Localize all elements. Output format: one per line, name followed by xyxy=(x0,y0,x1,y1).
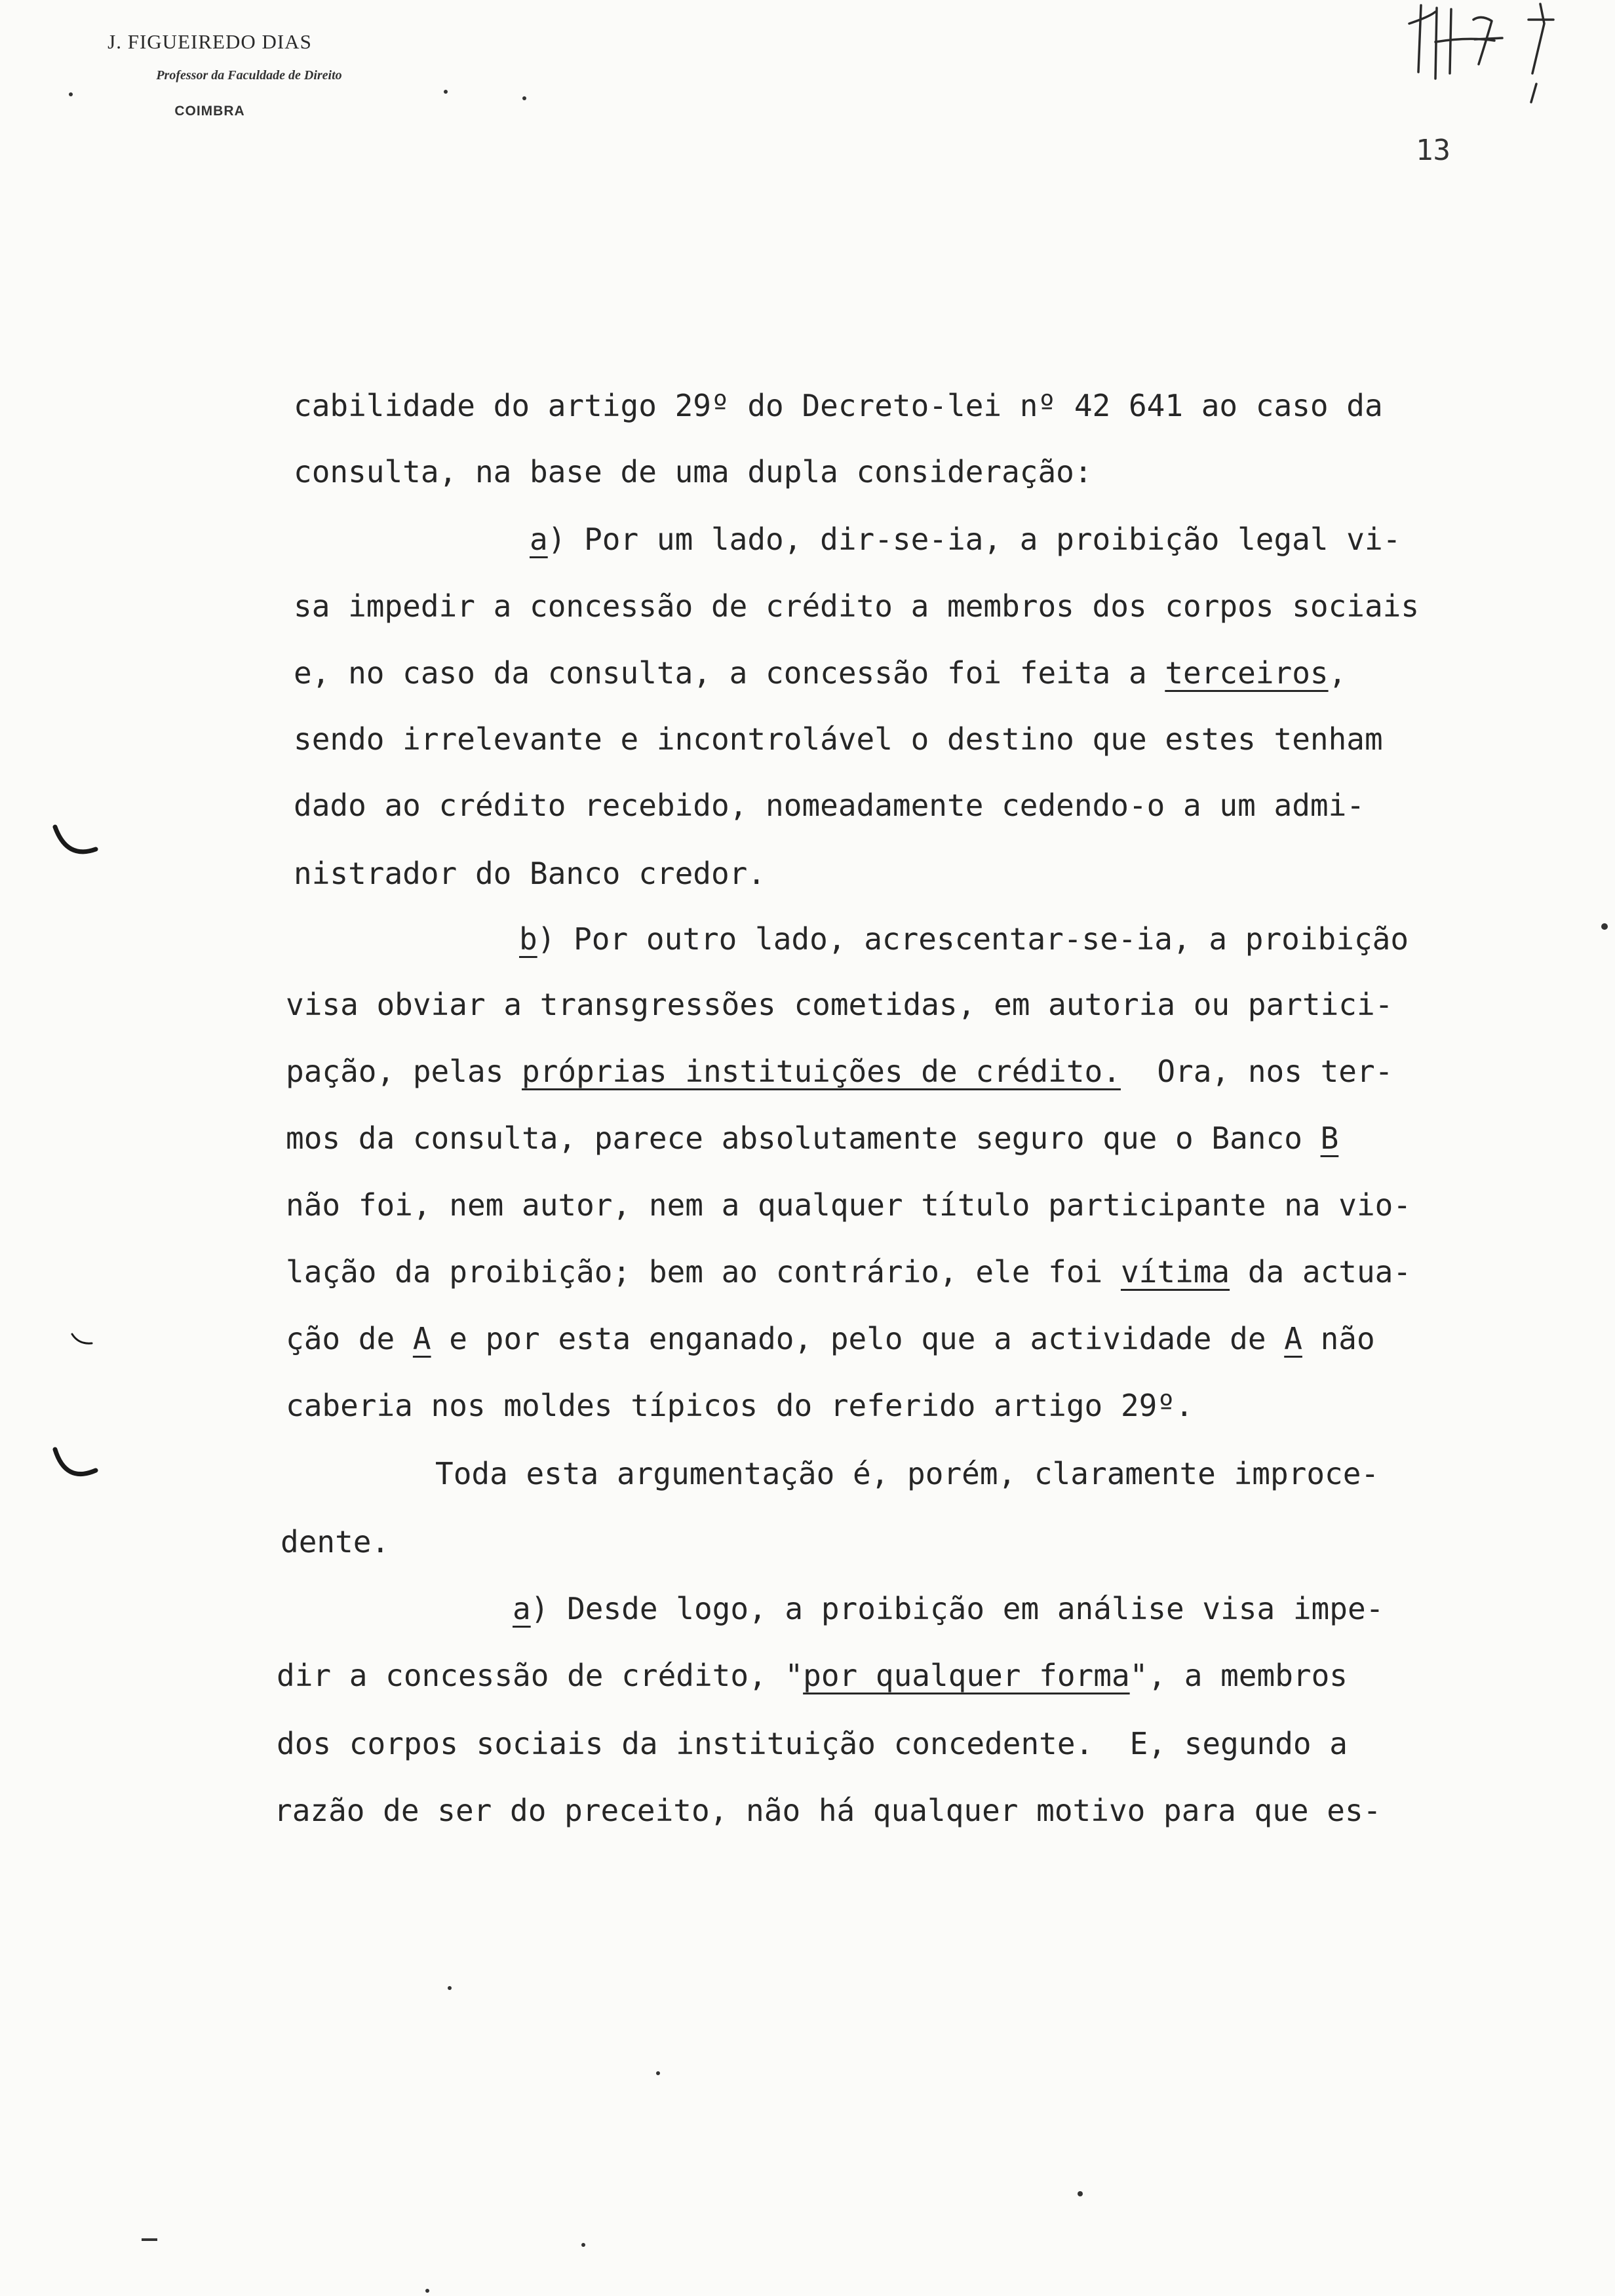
underlined-text: por qualquer forma xyxy=(803,1658,1130,1693)
text-line xyxy=(294,858,766,889)
text-segment: razão de ser do preceito, não há qualquer motivo para que es- xyxy=(274,1793,1382,1828)
text-segment: ) Por outro lado, acrescentar-se-ia, a proibição xyxy=(537,921,1409,957)
underlined-text: a xyxy=(513,1591,531,1626)
text-segment: Toda esta argumentação é, porém, claramente improce- xyxy=(435,1456,1380,1491)
text-segment: dente. xyxy=(281,1524,390,1559)
text-segment: caberia nos moldes típicos do referido artigo 29º. xyxy=(286,1388,1194,1423)
underlined-text: próprias instituições de crédito. xyxy=(522,1054,1121,1089)
text-segment: mos da consulta, parece absolutamente seguro que o Banco xyxy=(286,1120,1321,1156)
letterhead-city: COIMBRA xyxy=(174,104,245,119)
text-segment: e, no caso da consulta, a concessão foi feita a xyxy=(294,655,1165,691)
underlined-text: A xyxy=(412,1321,431,1356)
text-segment: nistrador do Banco credor. xyxy=(294,856,766,891)
text-segment: dado ao crédito recebido, nomeadamente cedendo-o a um admi- xyxy=(294,788,1365,823)
text-segment: dir a concessão de crédito, " xyxy=(277,1658,804,1693)
text-segment: sa impedir a concessão de crédito a membros dos corpos sociais xyxy=(294,588,1420,624)
text-line xyxy=(435,1456,1380,1491)
text-segment: ção de xyxy=(286,1321,413,1356)
text-line xyxy=(281,1524,390,1559)
text-line xyxy=(519,921,1409,957)
text-segment: não xyxy=(1302,1321,1375,1356)
text-segment: não foi, nem autor, nem a qualquer título participante na vio- xyxy=(286,1187,1412,1223)
text-segment: lação da proibição; bem ao contrário, ele foi xyxy=(286,1254,1121,1290)
text-segment: ) Por um lado, dir-se-ia, a proibição legal vi- xyxy=(547,522,1401,557)
text-segment: pação, pelas xyxy=(286,1054,522,1089)
text-line xyxy=(286,1120,1339,1156)
text-line xyxy=(286,1187,1412,1223)
underlined-text: a xyxy=(530,522,548,557)
text-line xyxy=(530,522,1401,557)
letterhead-title: Professor da Faculdade de Direito xyxy=(156,68,342,83)
letterhead-name: J. FIGUEIREDO DIAS xyxy=(107,30,312,53)
underlined-text: terceiros xyxy=(1165,655,1329,691)
underlined-text: vítima xyxy=(1120,1254,1230,1290)
text-line xyxy=(294,588,1420,624)
text-segment: da actua- xyxy=(1230,1254,1412,1290)
text-segment: ", a membros xyxy=(1129,1658,1348,1693)
text-line xyxy=(286,1254,1412,1290)
text-segment: visa obviar a transgressões cometidas, em autoria ou partici- xyxy=(286,987,1393,1022)
text-segment: cabilidade do artigo 29º do Decreto-lei nº 42 641 ao caso da xyxy=(294,388,1383,423)
text-line xyxy=(294,788,1365,823)
underlined-text: b xyxy=(519,921,537,957)
underlined-text: A xyxy=(1284,1321,1302,1356)
text-line xyxy=(286,989,1393,1020)
text-segment: e por esta enganado, pelo que a actividade de xyxy=(431,1321,1285,1356)
text-line xyxy=(513,1591,1384,1626)
text-segment: sendo irrelevante e incontrolável o destino que estes tenham xyxy=(294,721,1383,757)
text-segment: , xyxy=(1328,655,1347,691)
text-line xyxy=(294,655,1347,691)
page-number: 13 xyxy=(1416,134,1450,167)
text-line xyxy=(277,1660,1348,1691)
text-segment: dos corpos sociais da instituição concedente. E, segundo a xyxy=(277,1726,1348,1761)
text-segment: ) Desde logo, a proibição em análise visa impe- xyxy=(530,1591,1384,1626)
text-line xyxy=(274,1795,1381,1826)
text-line xyxy=(294,721,1383,757)
text-line xyxy=(286,1321,1375,1356)
text-line xyxy=(286,1390,1194,1421)
text-segment: Ora, nos ter- xyxy=(1120,1054,1393,1089)
underlined-text: B xyxy=(1320,1120,1339,1156)
text-line xyxy=(277,1726,1348,1761)
text-segment: consulta, na base de uma dupla consideração: xyxy=(294,454,1093,489)
text-line xyxy=(294,454,1093,489)
text-line xyxy=(286,1054,1393,1089)
text-line xyxy=(294,388,1383,423)
